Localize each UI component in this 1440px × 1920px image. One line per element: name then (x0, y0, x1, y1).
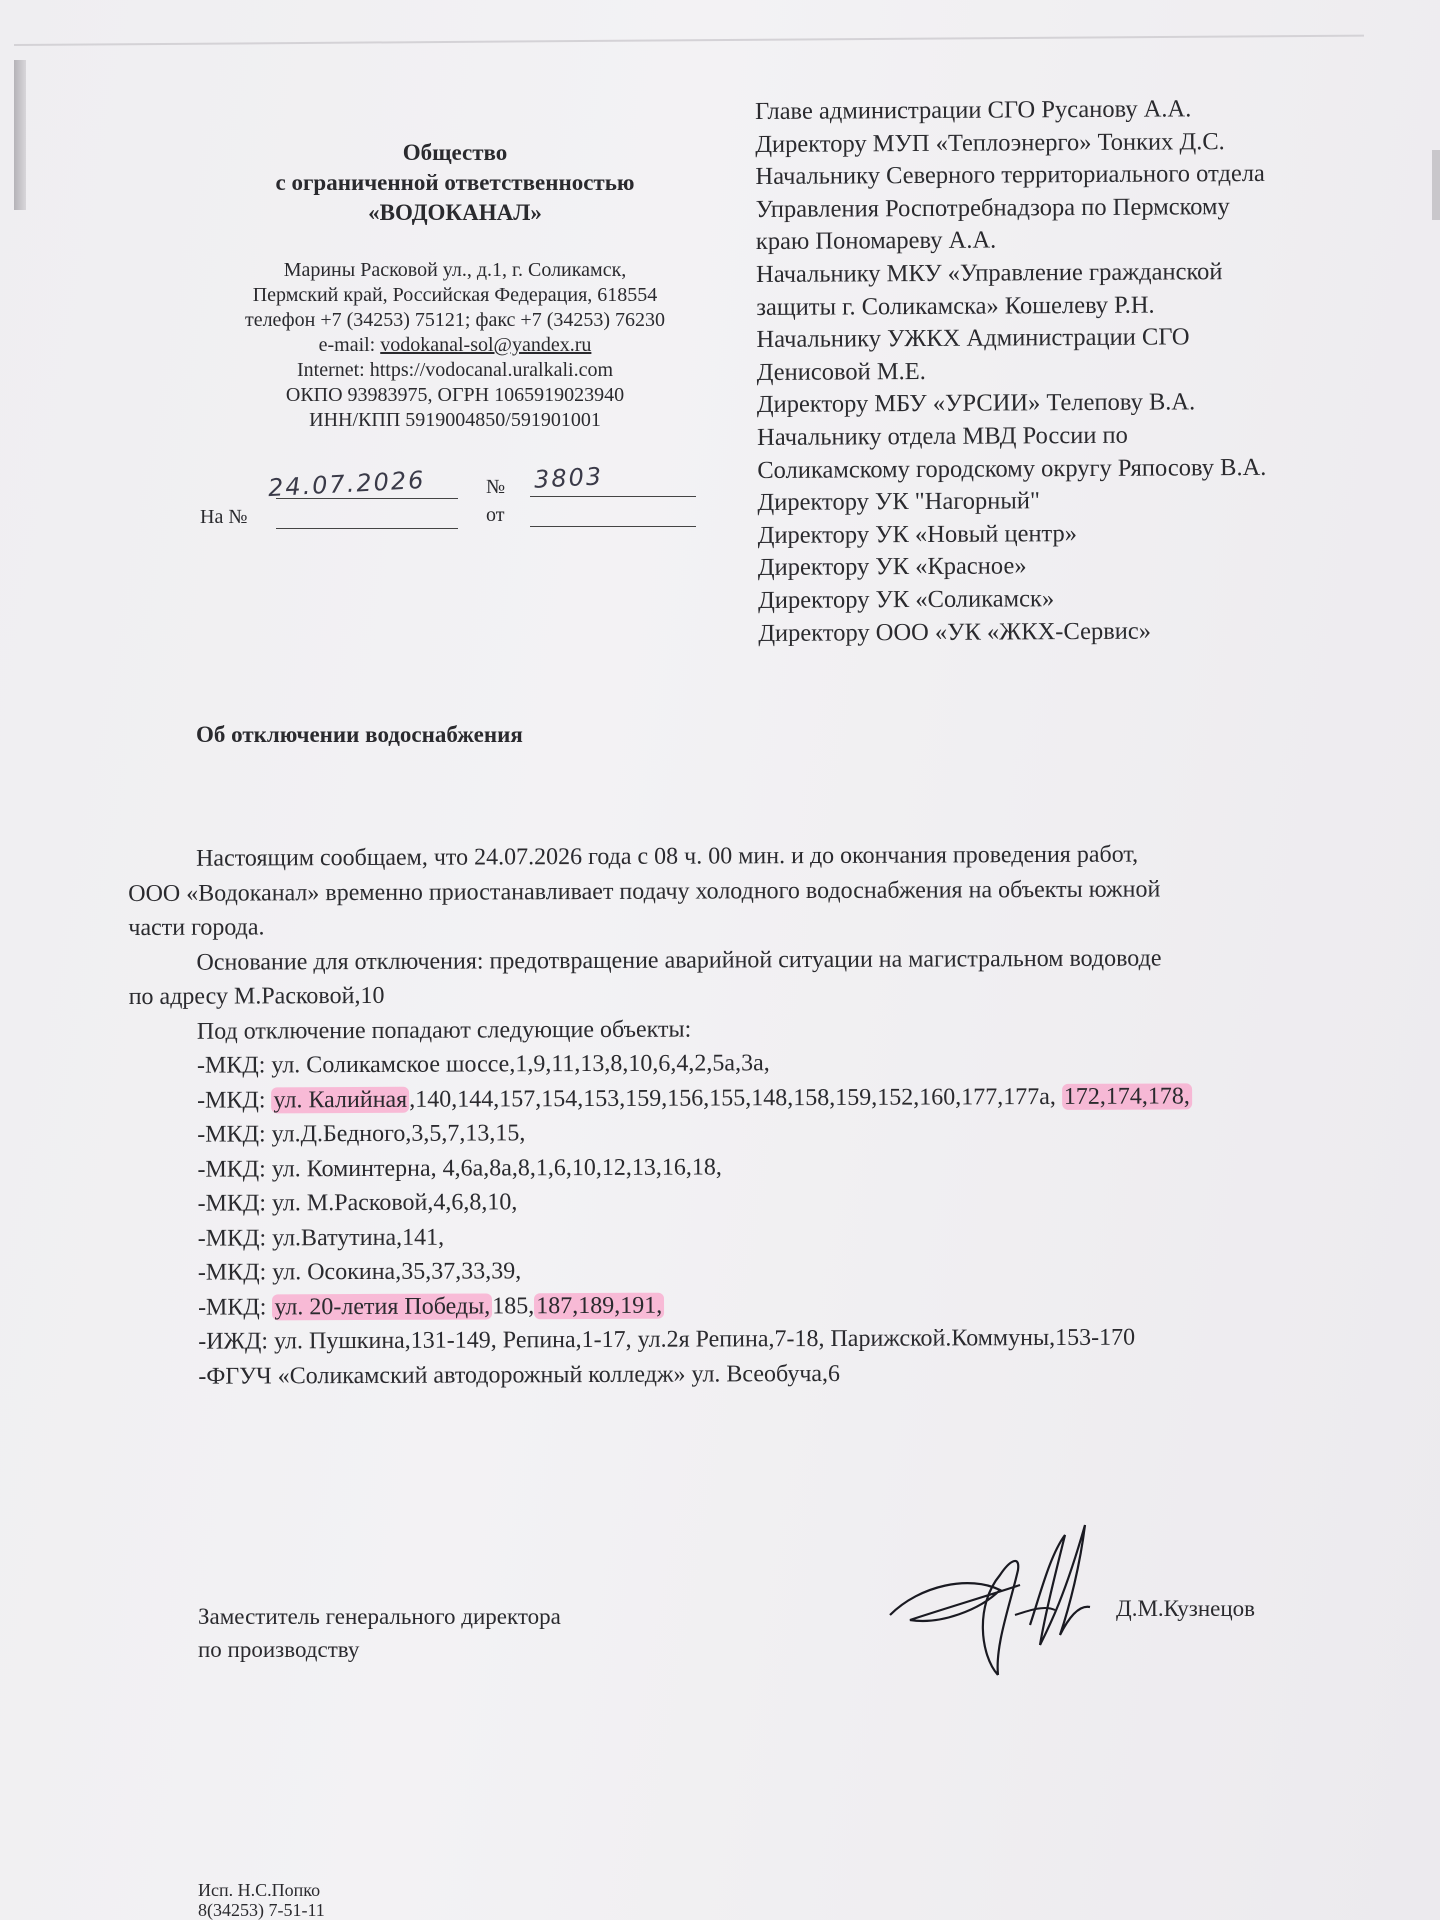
item-prefix: -МКД: (197, 1086, 272, 1114)
object-item: -МКД: ул. Осокина,35,37,33,39, (197, 1258, 522, 1286)
highlighted-street: ул. 20-летия Победы, (274, 1292, 491, 1320)
page-edge (14, 35, 1364, 46)
executor-info (198, 1880, 325, 1920)
body-line: Под отключение попадают следующие объекты: (196, 1016, 692, 1045)
email-link[interactable]: vodokanal-sol@yandex.ru (380, 334, 592, 356)
addressee: Начальнику отдела МВД России по (757, 421, 1128, 451)
email-label: e-mail: (318, 334, 381, 356)
org-line: Общество (402, 140, 508, 165)
okpo-line: ОКПО 93983975, ОГРН 1065919023940 (285, 384, 625, 406)
date-underline (276, 498, 458, 499)
addressee: Денисовой М.Е. (756, 357, 926, 386)
addressee: Соликамскому городскому округу Ряпосову В.А. (757, 453, 1267, 484)
letter-body (128, 837, 1390, 1394)
inn-line: ИНН/КПП 5919004850/591901001 (309, 409, 601, 431)
signatory-name: Д.М.Кузнецов (1116, 1596, 1256, 1621)
addressee: Директору МБУ «УРСИИ» Телепову В.А. (756, 388, 1196, 419)
email-line (195, 333, 715, 358)
addressee: Начальнику УЖКХ Администрации СГО (756, 323, 1190, 354)
internet-line: Internet: https://vodocanal.uralkali.com (296, 359, 613, 381)
executor-name: Исп. Н.С.Попко (198, 1880, 321, 1900)
signatory-title (198, 1600, 561, 1666)
addressee: Директору УК «Новый центр» (757, 519, 1078, 549)
handwritten-number: 3803 (533, 462, 604, 494)
subject-heading: Об отключении водоснабжения (196, 722, 523, 747)
object-item: -ИЖД: ул. Пушкина,131-149, Репина,1-17, ул.2я Репина,7-18, Парижской.Коммуны,153-170 (198, 1324, 1136, 1355)
highlighted-numbers: 187,189,191, (536, 1292, 663, 1319)
object-item: -МКД: ул. М.Расковой,4,6,8,10, (197, 1189, 518, 1217)
number-underline (530, 496, 696, 497)
page-edge-right (1432, 150, 1440, 220)
addressee: Главе администрации СГО Русанову А.А. (755, 95, 1192, 125)
organization-contacts (195, 258, 715, 433)
org-line: с ограниченной ответственностью (275, 170, 635, 195)
body-line: Основание для отключения: предотвращение аварийной ситуации на магистральном водоводе (196, 944, 1162, 976)
binder-mark (14, 60, 26, 210)
item-numbers: ,140,144,157,154,153,159,156,155,148,158,159,152,160,177,177а, (409, 1083, 1062, 1113)
addressee: Начальнику Северного территориального отдела (755, 160, 1265, 191)
addressee-list (755, 92, 1398, 650)
from-underline (530, 526, 696, 527)
body-line: по адресу М.Расковой,10 (128, 982, 385, 1010)
addressee: Начальнику МКУ «Управление гражданской (756, 258, 1223, 288)
body-line: части города. (128, 914, 265, 941)
addressee: Директору УК «Соликамск» (757, 585, 1055, 614)
addressee: Директору УК "Нагорный" (757, 487, 1041, 517)
addressee: защиты г. Соликамска» Кошелеву Р.Н. (756, 291, 1155, 321)
item-numbers: 185, (492, 1292, 535, 1319)
ref-underline (276, 528, 458, 529)
object-item: -ФГУЧ «Соликамский автодорожный колледж» ул. Всеобуча,6 (198, 1360, 841, 1390)
org-line: «ВОДОКАНАЛ» (368, 200, 542, 225)
number-label: № (486, 476, 506, 498)
object-item: -МКД: ул. Коминтерна, 4,6а,8а,8,1,6,10,12,13,16,18, (197, 1153, 722, 1183)
address-line: Пермский край, Российская Федерация, 618554 (252, 284, 658, 306)
address-line: Марины Расковой ул., д.1, г. Соликамск, (283, 259, 627, 281)
addressee: Директору МУП «Теплоэнерго» Тонких Д.С. (755, 127, 1225, 158)
object-item: -МКД: ул.Д.Бедного,3,5,7,13,15, (197, 1120, 526, 1148)
executor-phone: 8(34253) 7-51-11 (198, 1900, 325, 1920)
object-item (129, 1078, 1389, 1118)
handwritten-signature (880, 1515, 1110, 1685)
from-label: от (486, 504, 505, 526)
body-line: ООО «Водоканал» временно приостанавливает подачу холодного водоснабжения на объекты южной (128, 875, 1161, 907)
registration-block (198, 462, 718, 540)
handwritten-date: 24.07.2026 (267, 465, 427, 503)
addressee: Управления Роспотребнадзора по Пермскому (755, 192, 1230, 223)
organization-name (205, 138, 705, 228)
ref-label: На № (200, 506, 248, 528)
addressee: Директору УК «Красное» (757, 552, 1027, 582)
object-item: -МКД: ул. Соликамское шоссе,1,9,11,13,8,10,6,4,2,5а,3а, (196, 1050, 770, 1079)
addressee: краю Пономареву А.А. (755, 226, 997, 256)
highlighted-numbers: 172,174,178, (1063, 1082, 1190, 1110)
signatory-title-line: по производству (198, 1637, 360, 1662)
phone-line: телефон +7 (34253) 75121; факс +7 (34253) 76230 (244, 309, 666, 331)
addressee: Директору ООО «УК «ЖКХ-Сервис» (758, 617, 1152, 647)
signatory-title-line: Заместитель генерального директора (198, 1604, 561, 1629)
highlighted-street: ул. Калийная (273, 1086, 408, 1113)
object-item: -МКД: ул.Ватутина,141, (197, 1224, 445, 1252)
object-item (130, 1285, 1390, 1325)
body-line: Настоящим сообщаем, что 24.07.2026 года с 08 ч. 00 мин. и до окончания проведения работ, (196, 841, 1139, 872)
item-prefix: -МКД: (197, 1293, 273, 1321)
